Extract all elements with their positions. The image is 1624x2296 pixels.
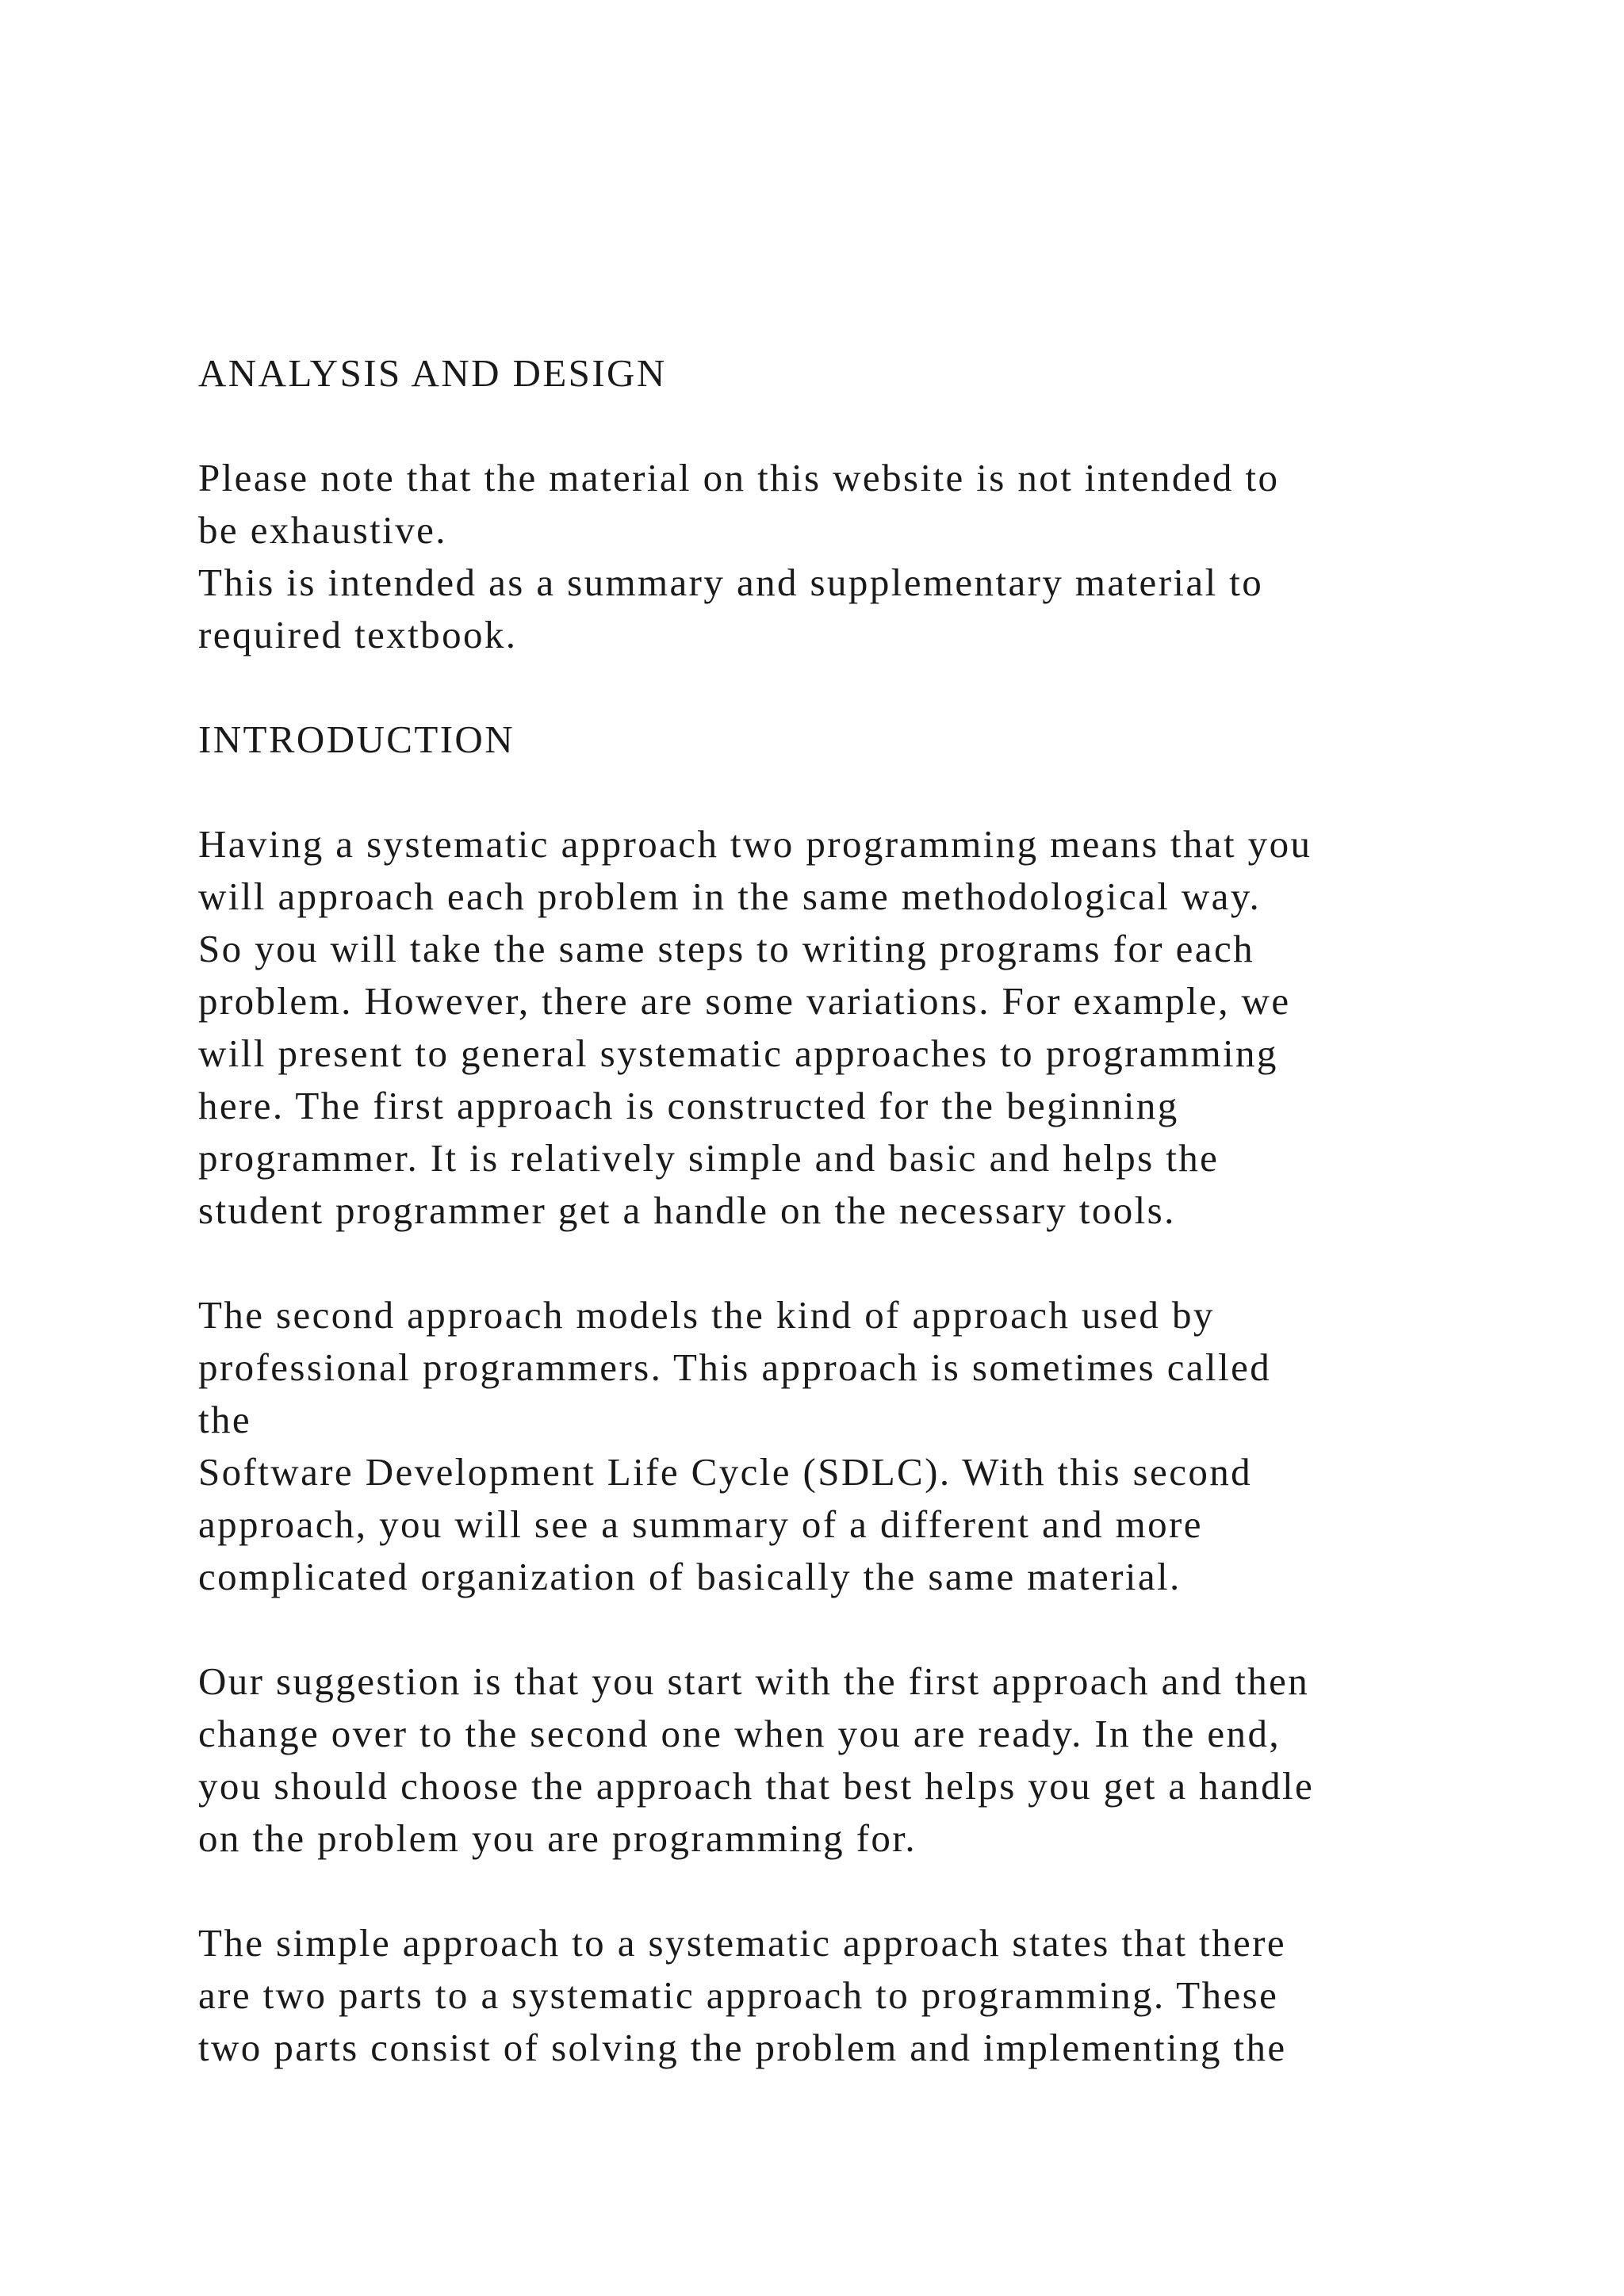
- paragraph-line: Having a systematic approach two programming means that you: [198, 822, 1312, 866]
- notice-line: required textbook.: [198, 613, 518, 656]
- paragraph-line: complicated organization of basically the same material.: [198, 1555, 1182, 1598]
- notice-paragraph: [198, 452, 1483, 661]
- paragraph-line: will present to general systematic approaches to programming: [198, 1031, 1278, 1075]
- paragraph-line: you should choose the approach that best helps you get a handle: [198, 1764, 1315, 1808]
- notice-line: be exhaustive.: [198, 508, 447, 552]
- spacer: [198, 661, 1483, 714]
- body-paragraph: [198, 1917, 1483, 2074]
- spacer: [198, 400, 1483, 452]
- body-paragraph: [198, 1655, 1483, 1865]
- paragraph-line: student programmer get a handle on the necessary tools.: [198, 1188, 1176, 1232]
- paragraph-line: professional programmers. This approach is sometimes called: [198, 1345, 1272, 1389]
- paragraph-line: change over to the second one when you are ready. In the end,: [198, 1712, 1281, 1755]
- paragraph-line: the: [198, 1398, 252, 1441]
- spacer: [198, 766, 1483, 818]
- paragraph-line: Our suggestion is that you start with the first approach and then: [198, 1659, 1310, 1703]
- spacer: [198, 1237, 1483, 1289]
- spacer: [198, 1865, 1483, 1917]
- document-body: [198, 347, 1483, 2074]
- paragraph-line: The second approach models the kind of approach used by: [198, 1293, 1215, 1337]
- paragraph-line: problem. However, there are some variations. For example, we: [198, 979, 1291, 1023]
- paragraph-line: are two parts to a systematic approach to programming. These: [198, 1973, 1279, 2017]
- document-title: ANALYSIS AND DESIGN: [198, 351, 667, 395]
- spacer: [198, 1603, 1483, 1655]
- paragraph-line: on the problem you are programming for.: [198, 1816, 917, 1860]
- body-paragraph: [198, 818, 1483, 1237]
- paragraph-line: here. The first approach is constructed for the beginning: [198, 1084, 1179, 1127]
- paragraph-line: two parts consist of solving the problem and implementing the: [198, 2026, 1287, 2069]
- notice-line: This is intended as a summary and supplementary material to: [198, 561, 1264, 604]
- section-heading: INTRODUCTION: [198, 718, 515, 761]
- paragraph-line: will approach each problem in the same methodological way.: [198, 874, 1262, 918]
- paragraph-line: The simple approach to a systematic approach states that there: [198, 1921, 1286, 1965]
- paragraph-line: Software Development Life Cycle (SDLC). With this second: [198, 1450, 1253, 1494]
- notice-line: Please note that the material on this website is not intended to: [198, 456, 1280, 499]
- paragraph-line: approach, you will see a summary of a different and more: [198, 1502, 1203, 1546]
- paragraph-line: programmer. It is relatively simple and basic and helps the: [198, 1136, 1220, 1180]
- body-paragraph: [198, 1289, 1483, 1603]
- paragraph-line: So you will take the same steps to writing programs for each: [198, 927, 1254, 970]
